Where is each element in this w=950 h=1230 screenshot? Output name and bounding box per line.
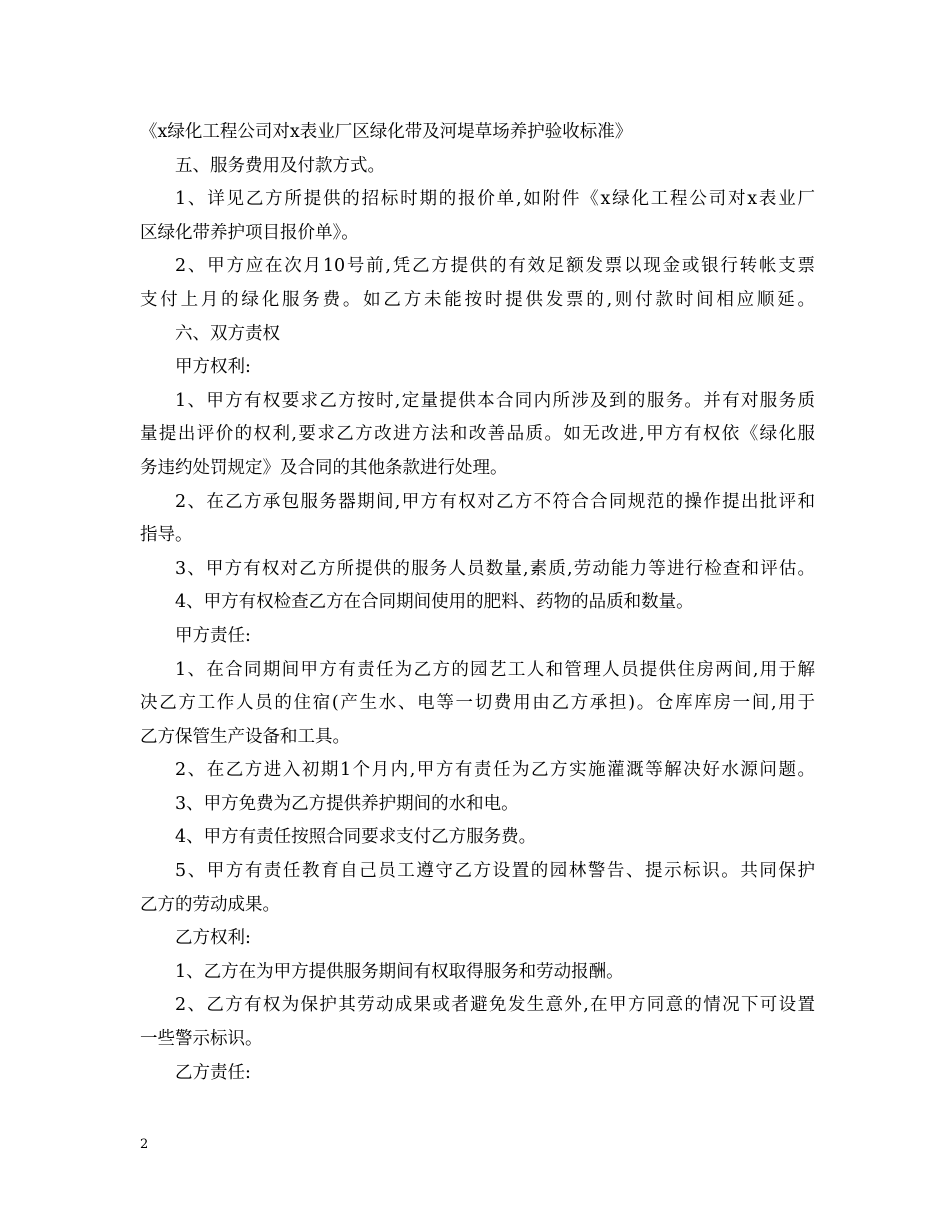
paragraph-line: 3、甲方免费为乙方提供养护期间的水和电。	[175, 793, 519, 814]
paragraph-line: 一些警示标识。	[140, 1029, 263, 1050]
paragraph-line: 五、服务费用及付款方式。	[175, 155, 385, 176]
paragraph-line: 务违约处罚规定》及合同的其他条款进行处理。	[140, 457, 508, 478]
document-body	[140, 116, 815, 1090]
paragraph-line: 乙方权利:	[175, 928, 251, 949]
paragraph-line: 量提出评价的权利,要求乙方改进方法和改善品质。如无改进,甲方有权依《绿化服	[140, 424, 815, 445]
paragraph-line: 2、在乙方进入初期1个月内,甲方有责任为乙方实施灌溉等解决好水源问题。	[175, 760, 815, 781]
paragraph-line: 支付上月的绿化服务费。如乙方未能按时提供发票的,则付款时间相应顺延。	[140, 289, 815, 310]
paragraph-line: 《x绿化工程公司对x表业厂区绿化带及河堤草场养护验收标准》	[140, 122, 633, 142]
paragraph-line: 决乙方工作人员的住宿(产生水、电等一切费用由乙方承担)。仓库库房一间,用于	[140, 693, 815, 714]
paragraph-line: 4、甲方有责任按照合同要求支付乙方服务费。	[175, 827, 537, 848]
paragraph-line: 1、详见乙方所提供的招标时期的报价单,如附件《x绿化工程公司对x表业厂	[175, 189, 815, 210]
paragraph-line: 3、甲方有权对乙方所提供的服务人员数量,素质,劳动能力等进行检查和评估。	[175, 558, 815, 579]
paragraph-line: 乙方保管生产设备和工具。	[140, 726, 350, 747]
page-number: 2	[140, 1137, 149, 1152]
paragraph-line: 2、乙方有权为保护其劳动成果或者避免发生意外,在甲方同意的情况下可设置	[175, 995, 815, 1016]
paragraph-line: 六、双方责权	[175, 323, 280, 344]
paragraph-line: 1、乙方在为甲方提供服务期间有权取得服务和劳动报酬。	[175, 961, 624, 982]
paragraph-line: 2、在乙方承包服务器期间,甲方有权对乙方不符合合同规范的操作提出批评和	[175, 491, 815, 512]
paragraph-line: 乙方责任:	[175, 1062, 251, 1083]
paragraph-line: 甲方责任:	[175, 625, 251, 646]
paragraph-line: 4、甲方有权检查乙方在合同期间使用的肥料、药物的品质和数量。	[175, 592, 694, 613]
paragraph-line: 区绿化带养护项目报价单》。	[140, 222, 359, 243]
paragraph-line: 1、甲方有权要求乙方按时,定量提供本合同内所涉及到的服务。并有对服务质	[175, 390, 815, 411]
paragraph-line: 1、在合同期间甲方有责任为乙方的园艺工人和管理人员提供住房两间,用于解	[175, 659, 815, 680]
paragraph-line: 指导。	[140, 525, 193, 546]
paragraph-line: 甲方权利:	[175, 357, 251, 378]
paragraph-line: 2、甲方应在次月10号前,凭乙方提供的有效足额发票以现金或银行转帐支票	[175, 256, 815, 277]
paragraph-line: 5、甲方有责任教育自己员工遵守乙方设置的园林警告、提示标识。共同保护	[175, 861, 815, 882]
paragraph-line: 乙方的劳动成果。	[140, 894, 280, 915]
